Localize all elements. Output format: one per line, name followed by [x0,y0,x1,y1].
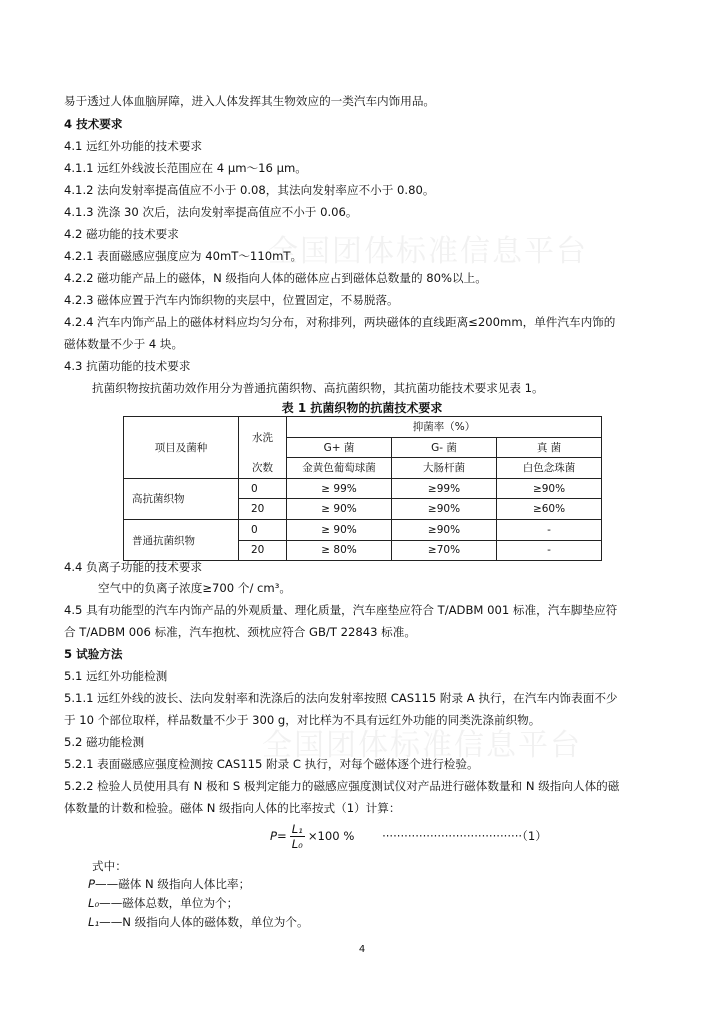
clause-text: 4.2.4 汽车内饰产品上的磁体材料应均匀分布，对称排列，两块磁体的直线距离≤200mm，单件汽车内饰的 [64,315,616,329]
cell-value: ≥ 90% [287,499,392,520]
paragraph-text: 空气中的负离子浓度≥700 个/ cm³。 [98,581,291,595]
table-title: 表 1 抗菌织物的抗菌技术要求 [281,401,443,415]
formula-dots: ······································ [382,829,523,843]
clause-text: 4.2.3 磁体应置于汽车内饰织物的夹层中，位置固定，不易脱落。 [64,293,399,307]
cell-wash: 20 [239,499,287,520]
header-strain: 大肠杆菌 [392,458,497,479]
table-row [124,519,602,540]
formula-fraction [290,822,305,851]
subsection-heading: 5.1 远红外功能检测 [64,669,168,683]
symbol: L₁ [88,915,100,929]
formula-denominator: L₀ [291,837,303,851]
cell-value: - [497,540,602,561]
clause-text: 磁体数量不少于 4 块。 [64,337,184,351]
cell-value: ≥90% [392,519,497,540]
clause-text: 于 10 个部位取样，样品数量不少于 300 g，对比样为不具有远红外功能的同类洗涤前织物。 [64,713,541,727]
clause-text: 4.1.1 远红外线波长范围应在 4 μm～16 μm。 [64,161,307,175]
cell-value: ≥90% [497,478,602,499]
cell-value: ≥90% [392,499,497,520]
row-label: 普通抗菌织物 [124,519,239,560]
row-label: 高抗菌织物 [124,478,239,519]
clause-text: 5.1.1 远红外线的波长、法向发射率和洗涤后的法向发射率按照 CAS115 附录 A 执行，在汽车内饰表面不少 [64,691,618,705]
clause-text: 合 T/ADBM 006 标准，汽车抱枕、颈枕应符合 GB/T 22843 标准。 [64,625,416,639]
formula-lhs: P= [270,829,287,843]
watermark-bottom: 全国团体标准信息平台 [262,728,582,763]
cell-value: - [497,519,602,540]
clause-text: 4.2.2 磁功能产品上的磁体，N 级指向人体的磁体应占到磁体总数量的 80%以上。 [64,271,487,285]
antibacterial-table [123,416,602,561]
header-wash-1: 水洗 [239,417,287,458]
clause-text: 体数量的计数和检验。磁体 N 级指向人体的比率按式（1）计算： [64,801,401,815]
clause-text: 4.1.3 洗涤 30 次后，法向发射率提高值应不小于 0.06。 [64,205,358,219]
formula-1 [270,822,547,851]
formula-numerator: L₁ [291,822,303,836]
header-strain: 白色念珠菌 [497,458,602,479]
formula-number: （1） [522,829,547,843]
cell-wash: 0 [239,478,287,499]
subsection-heading: 4.3 抗菌功能的技术要求 [64,359,191,373]
where-label: 式中： [92,859,127,873]
header-item: 项目及菌种 [124,417,239,479]
cell-value: ≥70% [392,540,497,561]
cell-wash: 0 [239,519,287,540]
symbol-definition [88,876,250,892]
header-group: G- 菌 [392,437,497,458]
formula-rhs: ×100 % [307,829,355,843]
subsection-heading: 4.2 磁功能的技术要求 [64,227,179,241]
section-heading: 5 试验方法 [64,647,123,661]
symbol: P [88,877,95,891]
symbol-desc: ——N 级指向人体的磁体数，单位为个。 [99,915,309,929]
symbol-definition [88,914,309,930]
subsection-heading: 4.1 远红外功能的技术要求 [64,139,203,153]
header-strain: 金黄色葡萄球菌 [287,458,392,479]
paragraph-text: 抗菌织物按抗菌功效作用分为普通抗菌织物、高抗菌织物，其抗菌功能技术要求见表 1。 [92,381,544,395]
header-wash-2: 次数 [239,458,287,479]
cell-value: ≥ 90% [287,519,392,540]
clause-text: 5.2.2 检验人员使用具有 N 极和 S 极判定能力的磁感应强度测试仪对产品进行磁体数量和 N 级指向人体的磁 [64,779,620,793]
clause-text: 4.2.1 表面磁感应强度应为 40mT～110mT。 [64,249,303,263]
clause-text: 5.2.1 表面磁感应强度检测按 CAS115 附录 C 执行，对每个磁体逐个进行检验。 [64,757,479,771]
section-heading: 4 技术要求 [64,117,123,131]
cell-value: ≥ 99% [287,478,392,499]
cell-value: ≥60% [497,499,602,520]
subsection-heading: 4.4 负离子功能的技术要求 [64,560,203,574]
subsection-heading: 5.2 磁功能检测 [64,735,145,749]
table-row [124,478,602,499]
clause-text: 4.1.2 法向发射率提高值应不小于 0.08，其法向发射率应不小于 0.80。 [64,183,435,197]
text-line: 易于透过人体血脑屏障，进入人体发挥其生物效应的一类汽车内饰用品。 [64,94,436,108]
symbol-desc: ——磁体 N 级指向人体比率； [95,877,251,891]
header-group: G+ 菌 [287,437,392,458]
header-inhibition: 抑菌率（%） [287,417,602,438]
symbol-definition [88,895,238,911]
symbol-desc: ——磁体总数，单位为个； [99,896,239,910]
watermark-top: 全国团体标准信息平台 [268,234,588,269]
cell-wash: 20 [239,540,287,561]
page-number: 4 [358,944,366,955]
symbol: L₀ [88,896,100,910]
cell-value: ≥99% [392,478,497,499]
header-group: 真 菌 [497,437,602,458]
cell-value: ≥ 80% [287,540,392,561]
clause-text: 4.5 具有功能型的汽车内饰产品的外观质量、理化质量，汽车座垫应符合 T/ADBM 001 标准，汽车脚垫应符 [64,603,618,617]
